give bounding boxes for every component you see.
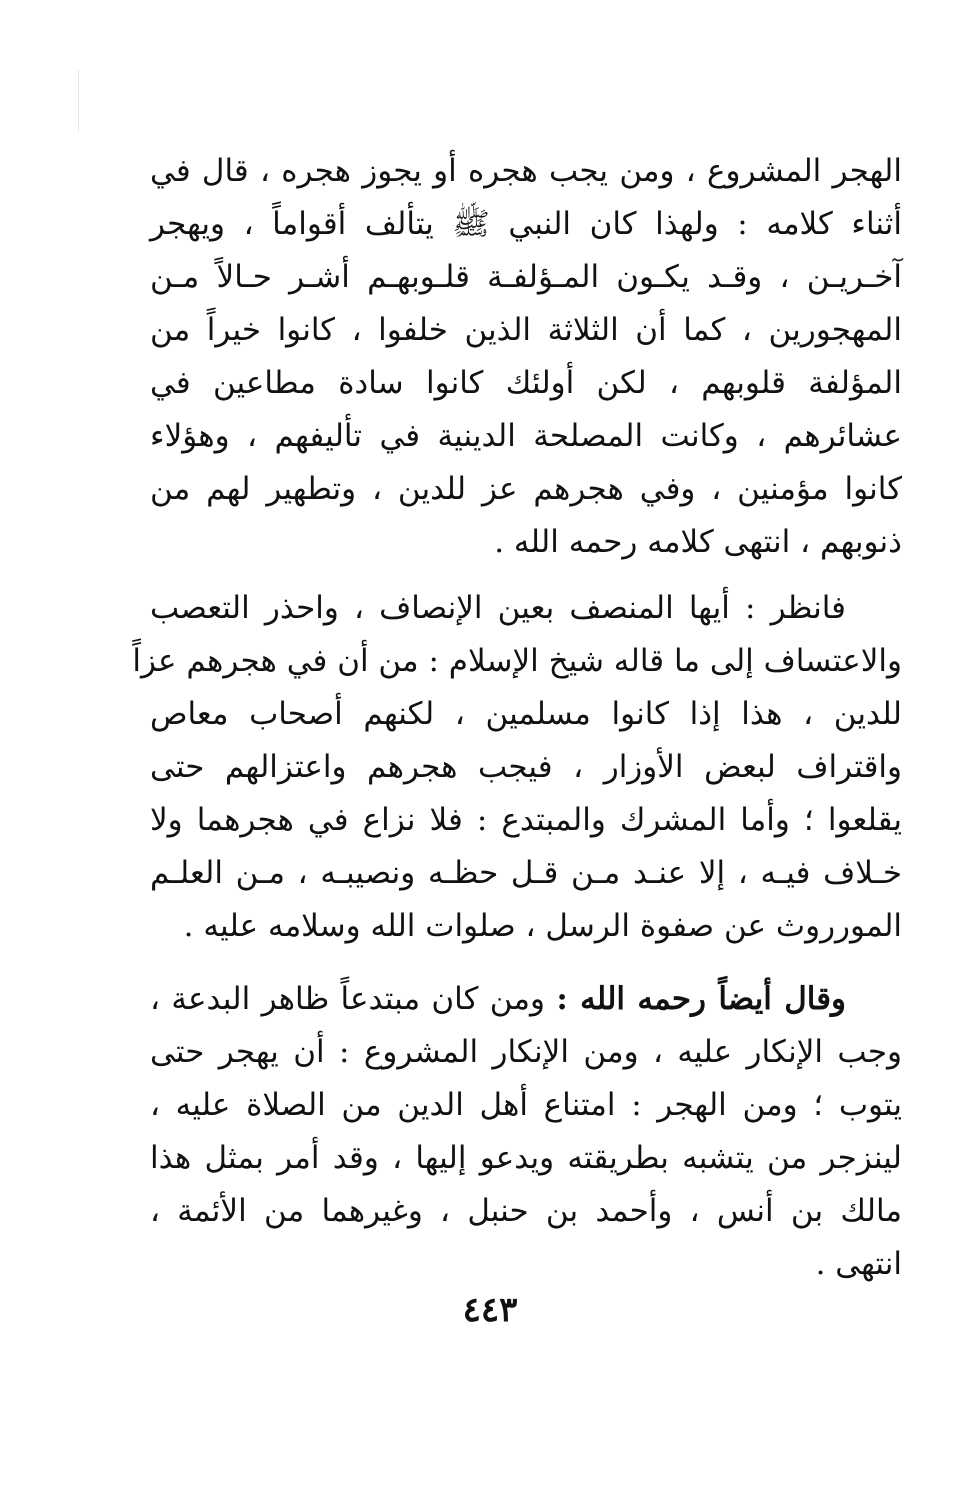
text-line: يتوب ؛ ومن الهجر : امتناع أهل الدين من الصلاة عليه ، [150,1087,902,1123]
scan-margin-mark [78,70,79,132]
paragraph-1 [150,145,902,569]
text-line: يقلعوا ؛ وأما المشرك والمبتدع : فلا نزاع في هجرهما ولا [150,802,902,838]
text-line: الهجر المشروع ، ومن يجب هجره أو يجوز هجره ، قال في [150,153,902,189]
text-line: المهجورين ، كما أن الثلاثة الذين خلفوا ، كانوا خيراً من [150,312,902,348]
bold-lead-phrase: وقال أيضاً رحمه الله : [556,981,846,1017]
text-line: لينزجر من يتشبه بطريقته ويدعو إليها ، وقد أمر بمثل هذا [150,1140,902,1176]
text-line: ذنوبهم ، انتهى كلامه رحمه الله . [494,524,902,560]
text-line: فانظر : أيها المنصف بعين الإنصاف ، واحذر التعصب [150,590,846,626]
text-line-first [150,973,902,1026]
text-line: المورروث عن صفوة الرسل ، صلوات الله وسلامه عليه . [183,908,902,944]
text-line: والاعتساف إلى ما قاله شيخ الإسلام : من أن في هجرهم عزاً [132,643,902,679]
text-line: وجب الإنكار عليه ، ومن الإنكار المشروع : أن يهجر حتى [150,1034,902,1070]
text-line: المؤلفة قلوبهم ، لكن أولئك كانوا سادة مطاعين في [150,365,902,401]
text-line: كانوا مؤمنين ، وفي هجرهم عز للدين ، وتطهير لهم من [150,471,902,507]
text-line: مالك بن أنس ، وأحمد بن حنبل ، وغيرهما من الأئمة ، [150,1193,902,1229]
text-line: عشائرهم ، وكانت المصلحة الدينية في تأليفهم ، وهؤلاء [150,418,902,454]
text-line: للدين ، هذا إذا كانوا مسلمين ، لكنهم أصحاب معاص [150,696,902,732]
paragraph-2 [132,582,902,953]
text-line: خـلاف فيـه ، إلا عنـد مـن قـل حظـه ونصيبـه ، مـن العلـم [150,855,902,891]
first-line-rest: ومن كان مبتدعاً ظاهر البدعة ، [150,981,557,1017]
paragraph-3 [150,973,902,1291]
text-line: واقتراف لبعض الأوزار ، فيجب هجرهم واعتزالهم حتى [150,749,902,785]
page-number: ٤٤٣ [462,1290,518,1330]
text-line: آخـريـن ، وقـد يكـون المـؤلفـة قلـوبهـم أشـر حـالاً مـن [150,259,902,295]
text-line: أثناء كلامه : ولهذا كان النبي ﷺ يتألف أقواماً ، ويهجر [150,206,902,242]
text-line: انتهى . [815,1246,902,1282]
